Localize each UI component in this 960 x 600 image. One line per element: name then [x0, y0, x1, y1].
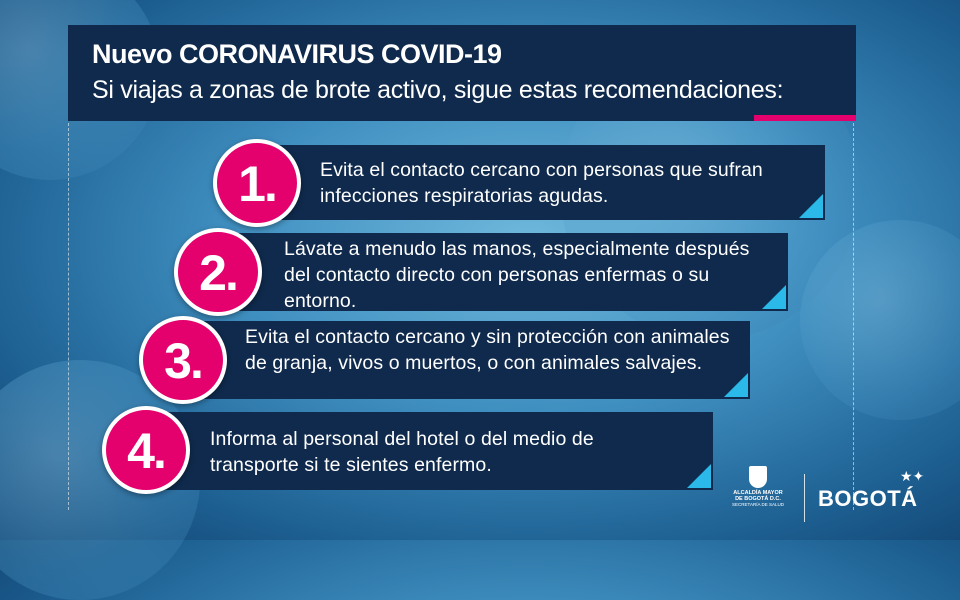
logo-divider	[804, 474, 805, 522]
corner-triangle	[687, 464, 711, 488]
footer-logos	[732, 466, 925, 526]
recommendation-box	[140, 412, 713, 490]
divider	[853, 118, 854, 510]
corner-triangle	[799, 194, 823, 218]
recommendation-text: Lávate a menudo las manos, especialmente después del contacto directo con personas enfermas o su entorno.	[284, 238, 750, 312]
number-badge: 3.	[139, 316, 227, 404]
secretaria-label: SECRETARÍA DE SALUD	[732, 502, 784, 507]
alcaldia-logo	[732, 466, 784, 508]
number-badge: 4.	[102, 406, 190, 494]
recommendation-box	[175, 321, 750, 399]
alcaldia-label: ALCALDÍA MAYOR	[733, 490, 783, 496]
divider	[68, 118, 69, 510]
number-badge: 1.	[213, 139, 301, 227]
shield-icon	[749, 466, 767, 488]
recommendation-box	[250, 145, 825, 220]
recommendation-box	[210, 233, 788, 311]
corner-triangle	[724, 373, 748, 397]
recommendation-text: Informa al personal del hotel o del medio de transporte si te sientes enfermo.	[210, 428, 594, 476]
number-badge: 2.	[174, 228, 262, 316]
alcaldia-label: DE BOGOTÁ D.C.	[735, 496, 781, 502]
recommendation-text: Evita el contacto cercano con personas que sufran infecciones respiratorias agudas.	[320, 159, 763, 207]
corner-triangle	[762, 285, 786, 309]
recommendation-text: Evita el contacto cercano y sin protección con animales de granja, vivos o muertos, o con animales salvajes.	[245, 326, 730, 374]
page-subtitle: Si viajas a zonas de brote activo, sigue estas recomendaciones:	[92, 76, 784, 104]
page-title: Nuevo CORONAVIRUS COVID-19	[92, 39, 502, 69]
header-banner	[68, 25, 856, 121]
bogota-logo: BOGOTÁ	[818, 486, 918, 511]
accent-bar	[754, 115, 856, 121]
stars-icon: ★✦	[900, 468, 925, 484]
